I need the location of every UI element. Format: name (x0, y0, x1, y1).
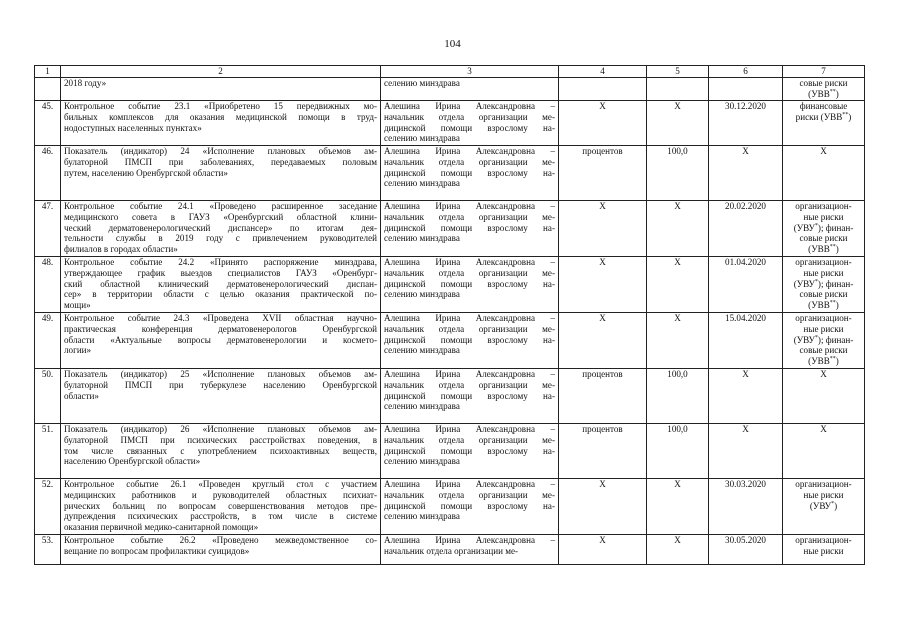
value-cell: Х (647, 257, 709, 313)
value-cell (647, 78, 709, 101)
risk-line-text: (УВВ (808, 88, 830, 99)
text-line: начальник отдела организации ме- (384, 489, 555, 500)
text-line: селению минздрава (384, 289, 460, 300)
text-line: рических больниц по вопросам совершенствования методов пре- (64, 500, 377, 511)
risk-line-text: финансовые (799, 101, 848, 111)
responsible-cell (381, 424, 559, 479)
responsible-cell (381, 78, 559, 101)
text-line: Алешина Ирина Александровна – (384, 101, 555, 111)
risk-line (786, 201, 861, 212)
text-line: мощи» (64, 300, 91, 311)
row-number-cell (35, 78, 61, 101)
risk-line (786, 356, 861, 367)
date-cell: 01.04.2020 (709, 257, 783, 313)
unit-cell: процентов (559, 146, 647, 201)
text-line: Алешина Ирина Александровна – (384, 257, 555, 267)
risk-line-text: ные риски (803, 545, 844, 556)
row-number-cell: 45. (35, 101, 61, 146)
text-line: булаторной ПМСП при туберкулезе населению Оренбургской (64, 379, 377, 390)
risk-line (786, 233, 861, 244)
unit-cell: Х (559, 257, 647, 313)
table-row (35, 201, 865, 257)
event-name-cell (61, 257, 381, 313)
date-cell: Х (709, 424, 783, 479)
risk-line (786, 89, 861, 100)
responsible-text (384, 424, 555, 467)
responsible-text (384, 369, 555, 412)
text-line: вещание по вопросам профилактики суицидов» (64, 545, 250, 556)
risk-text (786, 257, 861, 311)
risk-cell (783, 146, 865, 201)
row-number-cell: 51. (35, 424, 61, 479)
header-cell: 1 (35, 66, 61, 78)
risk-text (786, 535, 861, 557)
text-line: дицинской помощи взрослому на- (384, 500, 555, 511)
plan-table (34, 65, 865, 565)
risk-line (786, 335, 861, 346)
footnote-mark: * (814, 222, 818, 229)
responsible-cell (381, 479, 559, 535)
text-line: ский областной клинический дерматовенерологический диспан- (64, 278, 377, 289)
text-line: сер» в территории области с целью оказания практической по- (64, 289, 377, 300)
date-cell: 30.05.2020 (709, 535, 783, 565)
risk-line-text: риски (УВВ (795, 111, 843, 122)
risk-line-text: Х (820, 369, 827, 379)
text-line: путем, населению Оренбургской области» (64, 167, 228, 178)
text-line: селению минздрава (384, 456, 460, 467)
risk-cell (783, 101, 865, 146)
text-line: начальник отдела организации ме- (384, 545, 519, 556)
header-cell: 5 (647, 66, 709, 78)
event-name-cell (61, 424, 381, 479)
risk-line-text: (УВВ (808, 300, 830, 311)
responsible-text (384, 201, 555, 244)
text-line: том числе связанных с употреблением психоактивных веществ, (64, 445, 377, 456)
event-name-cell (61, 146, 381, 201)
text-line: селению минздрава (384, 511, 460, 522)
unit-cell (559, 78, 647, 101)
risk-line-text: Х (820, 146, 827, 156)
responsible-text (384, 479, 555, 522)
value-cell: Х (647, 535, 709, 565)
text-line: Показатель (индикатор) 26 «Исполнение плановых объемов ам- (64, 424, 377, 434)
risk-line (786, 244, 861, 255)
text-line: Контрольное событие 24.2 «Принято распоряжение минздрава, (64, 257, 377, 267)
unit-cell: Х (559, 101, 647, 146)
footnote-mark: * (814, 278, 818, 285)
text-line: начальник отдела организации ме- (384, 323, 555, 334)
date-cell: 20.02.2020 (709, 201, 783, 257)
date-cell: 30.12.2020 (709, 101, 783, 146)
risk-cell (783, 369, 865, 424)
footnote-mark: ** (842, 111, 849, 118)
date-cell: 15.04.2020 (709, 313, 783, 369)
text-line: Алешина Ирина Александровна – (384, 146, 555, 156)
risk-line (786, 324, 861, 335)
text-line: селению минздрава (384, 78, 460, 88)
value-cell: Х (647, 101, 709, 146)
table-body (35, 78, 865, 565)
risk-line (786, 345, 861, 356)
responsible-cell (381, 369, 559, 424)
event-name-text (64, 146, 377, 178)
risk-line (786, 112, 861, 123)
text-line: Показатель (индикатор) 24 «Исполнение плановых объемов ам- (64, 146, 377, 156)
event-name-text (64, 479, 377, 533)
text-line: Контрольное событие 26.1 «Проведен круглый стол с участием (64, 479, 377, 489)
event-name-text (64, 201, 377, 255)
text-line: начальник отдела организации ме- (384, 379, 555, 390)
text-line: Алешина Ирина Александровна – (384, 369, 555, 379)
event-name-cell (61, 479, 381, 535)
text-line: филиалов в городах области» (64, 244, 178, 255)
event-name-cell (61, 201, 381, 257)
text-line: дицинской помощи взрослому на- (384, 122, 555, 133)
risk-line-text: организацион- (795, 313, 852, 323)
risk-line-text: (УВУ (793, 334, 815, 345)
value-cell: Х (647, 479, 709, 535)
text-line: дицинской помощи взрослому на- (384, 278, 555, 289)
header-cell: 3 (381, 66, 559, 78)
header-row (35, 66, 865, 78)
text-line: оказания первичной медико-санитарной помощи» (64, 522, 259, 533)
row-number-cell: 48. (35, 257, 61, 313)
responsible-cell (381, 146, 559, 201)
risk-line-tail: ); финан- (817, 278, 854, 289)
value-cell: 100,0 (647, 369, 709, 424)
table-row (35, 101, 865, 146)
risk-cell (783, 535, 865, 565)
text-line: селению минздрава (384, 401, 460, 412)
responsible-cell (381, 313, 559, 369)
responsible-text (384, 257, 555, 300)
text-line: утверждающее график выездов специалистов ГАУЗ «Оренбург- (64, 267, 377, 278)
event-name-text (64, 535, 377, 557)
row-number-cell: 50. (35, 369, 61, 424)
risk-line (786, 268, 861, 279)
risk-cell (783, 313, 865, 369)
table-row (35, 78, 865, 101)
risk-line-text: совые риски (799, 233, 848, 244)
text-line: дицинской помощи взрослому на- (384, 445, 555, 456)
risk-text (786, 313, 861, 367)
date-cell: 30.03.2020 (709, 479, 783, 535)
risk-line (786, 78, 861, 89)
risk-text (786, 424, 861, 435)
text-line: Контрольное событие 26.2 «Проведено межведомственное со- (64, 535, 377, 545)
header-cell: 2 (61, 66, 381, 78)
text-line: начальник отдела организации ме- (384, 211, 555, 222)
risk-line (786, 501, 861, 512)
footnote-mark: ** (829, 88, 836, 95)
event-name-cell (61, 369, 381, 424)
value-cell: 100,0 (647, 424, 709, 479)
event-name-text (64, 257, 377, 311)
risk-line (786, 257, 861, 268)
risk-text (786, 78, 861, 100)
table-row (35, 257, 865, 313)
date-cell (709, 78, 783, 101)
header-cell: 4 (559, 66, 647, 78)
risk-line (786, 490, 861, 501)
text-line: начальник отдела организации ме- (384, 434, 555, 445)
table-row (35, 313, 865, 369)
unit-cell: Х (559, 479, 647, 535)
risk-line-tail: ); финан- (817, 334, 854, 345)
date-cell: Х (709, 369, 783, 424)
risk-cell (783, 78, 865, 101)
risk-line (786, 279, 861, 290)
header-cell: 7 (783, 66, 865, 78)
risk-line-tail: ) (835, 300, 839, 311)
risk-line-text: совые риски (799, 289, 848, 300)
risk-line-text: ные риски (803, 211, 844, 222)
risk-line-tail: ) (835, 356, 839, 367)
risk-line-text: организацион- (795, 535, 852, 545)
risk-line-text: (УВУ (809, 500, 832, 511)
risk-text (786, 101, 861, 123)
value-cell: Х (647, 313, 709, 369)
row-number-cell: 47. (35, 201, 61, 257)
text-line: дицинской помощи взрослому на- (384, 334, 555, 345)
risk-line (786, 300, 861, 311)
row-number-cell: 49. (35, 313, 61, 369)
footnote-mark: * (831, 500, 835, 507)
responsible-cell (381, 201, 559, 257)
date-cell: Х (709, 146, 783, 201)
text-line: практическая конференция дерматовенерологов Оренбургской (64, 323, 377, 334)
risk-line-text: совые риски (799, 345, 848, 356)
row-number-cell: 46. (35, 146, 61, 201)
risk-line-text: ные риски (803, 323, 844, 334)
row-number-cell: 53. (35, 535, 61, 565)
text-line: логии» (64, 345, 92, 356)
text-line: области» (64, 390, 99, 401)
text-line: ческий дерматовенерологический диспансер» по итогам дея- (64, 222, 377, 233)
text-line: селению минздрава (384, 178, 460, 189)
text-line: Алешина Ирина Александровна – (384, 479, 555, 489)
risk-line-text: ные риски (803, 267, 844, 278)
text-line: медицинских работников и руководителей областных психиат- (64, 489, 377, 500)
table-row (35, 369, 865, 424)
risk-line (786, 424, 861, 435)
header-cell: 6 (709, 66, 783, 78)
risk-text (786, 479, 861, 511)
risk-line (786, 212, 861, 223)
text-line: булаторной ПМСП при психических расстройствах поведения, в (64, 434, 377, 445)
responsible-cell (381, 101, 559, 146)
responsible-cell (381, 257, 559, 313)
text-line: начальник отдела организации ме- (384, 156, 555, 167)
footnote-mark: ** (829, 356, 836, 363)
risk-cell (783, 479, 865, 535)
text-line: Контрольное событие 24.3 «Проведена XVII областная научно- (64, 313, 377, 323)
text-line: Показатель (индикатор) 25 «Исполнение плановых объемов ам- (64, 369, 377, 379)
risk-line (786, 535, 861, 546)
text-line: булаторной ПМСП при заболеваниях, передаваемых половым (64, 156, 377, 167)
text-line: дицинской помощи взрослому на- (384, 222, 555, 233)
unit-cell: Х (559, 535, 647, 565)
risk-line-text: (УВВ (808, 244, 830, 255)
risk-cell (783, 257, 865, 313)
text-line: Алешина Ирина Александровна – (384, 535, 555, 545)
event-name-cell (61, 535, 381, 565)
responsible-text (384, 535, 555, 557)
risk-line-text: Х (820, 424, 827, 434)
risk-text (786, 201, 861, 255)
unit-cell: Х (559, 313, 647, 369)
event-name-cell (61, 101, 381, 146)
text-line: дицинской помощи взрослому на- (384, 167, 555, 178)
row-number-cell: 52. (35, 479, 61, 535)
responsible-text (384, 101, 555, 144)
value-cell: Х (647, 201, 709, 257)
text-line: селению минздрава (384, 233, 460, 244)
text-line: нодоступных населенных пунктах» (64, 122, 202, 133)
text-line: селению минздрава (384, 345, 460, 356)
risk-line (786, 479, 861, 490)
footnote-mark: * (814, 334, 818, 341)
unit-cell: Х (559, 201, 647, 257)
risk-line-text: организацион- (795, 479, 852, 489)
risk-line-text: совые риски (799, 78, 848, 88)
risk-line-text: (УВВ (808, 356, 830, 367)
responsible-text (384, 146, 555, 189)
text-line: Контрольное событие 23.1 «Приобретено 15 передвижных мо- (64, 101, 377, 111)
text-line: начальник отдела организации ме- (384, 267, 555, 278)
text-line: начальник отдела организации ме- (384, 111, 555, 122)
risk-line (786, 546, 861, 557)
risk-text (786, 369, 861, 380)
risk-line-tail: ) (848, 111, 852, 122)
event-name-cell (61, 78, 381, 101)
text-line: медицинского совета в ГАУЗ «Оренбургский областной клини- (64, 211, 377, 222)
risk-line-tail: ); финан- (817, 222, 854, 233)
risk-cell (783, 201, 865, 257)
text-line: дицинской помощи взрослому на- (384, 390, 555, 401)
risk-line-text: организацион- (795, 201, 852, 211)
text-line: области «Актуальные вопросы дерматовенерологии и космето- (64, 334, 377, 345)
risk-line-text: ные риски (803, 489, 844, 500)
risk-line (786, 369, 861, 380)
text-line: Алешина Ирина Александровна – (384, 424, 555, 434)
risk-line-text: (УВУ (793, 222, 815, 233)
responsible-text (384, 78, 555, 89)
responsible-text (384, 313, 555, 356)
text-line: Алешина Ирина Александровна – (384, 313, 555, 323)
text-line: населению Оренбургской области» (64, 456, 201, 467)
risk-line-tail: ) (835, 244, 839, 255)
event-name-text (64, 313, 377, 356)
value-cell: 100,0 (647, 146, 709, 201)
table-row (35, 479, 865, 535)
table-row (35, 146, 865, 201)
risk-line (786, 101, 861, 112)
text-line: бильных комплексов для оказания медицинской помощи в труд- (64, 111, 377, 122)
risk-text (786, 146, 861, 157)
footnote-mark: ** (829, 300, 836, 307)
responsible-cell (381, 535, 559, 565)
risk-line-text: организацион- (795, 257, 852, 267)
event-name-text (64, 101, 377, 133)
table-row (35, 535, 865, 565)
text-line: дупреждения психических расстройств, в том числе в системе (64, 511, 377, 522)
text-line: 2018 году» (64, 78, 107, 88)
event-name-text (64, 369, 377, 401)
risk-line (786, 223, 861, 234)
risk-line (786, 313, 861, 324)
risk-line-text: (УВУ (793, 278, 815, 289)
event-name-text (64, 78, 377, 89)
risk-line-tail: ) (834, 500, 838, 511)
table-row (35, 424, 865, 479)
risk-cell (783, 424, 865, 479)
risk-line (786, 289, 861, 300)
risk-line (786, 146, 861, 157)
page-number: 104 (444, 38, 461, 50)
text-line: селению минздрава (384, 133, 460, 144)
risk-line-tail: ) (835, 88, 839, 99)
unit-cell: процентов (559, 424, 647, 479)
event-name-text (64, 424, 377, 467)
event-name-cell (61, 313, 381, 369)
text-line: Алешина Ирина Александровна – (384, 201, 555, 211)
unit-cell: процентов (559, 369, 647, 424)
text-line: тельности службы в 2019 году с привлечением руководителей (64, 233, 377, 244)
text-line: Контрольное событие 24.1 «Проведено расширенное заседание (64, 201, 377, 211)
footnote-mark: ** (829, 244, 836, 251)
